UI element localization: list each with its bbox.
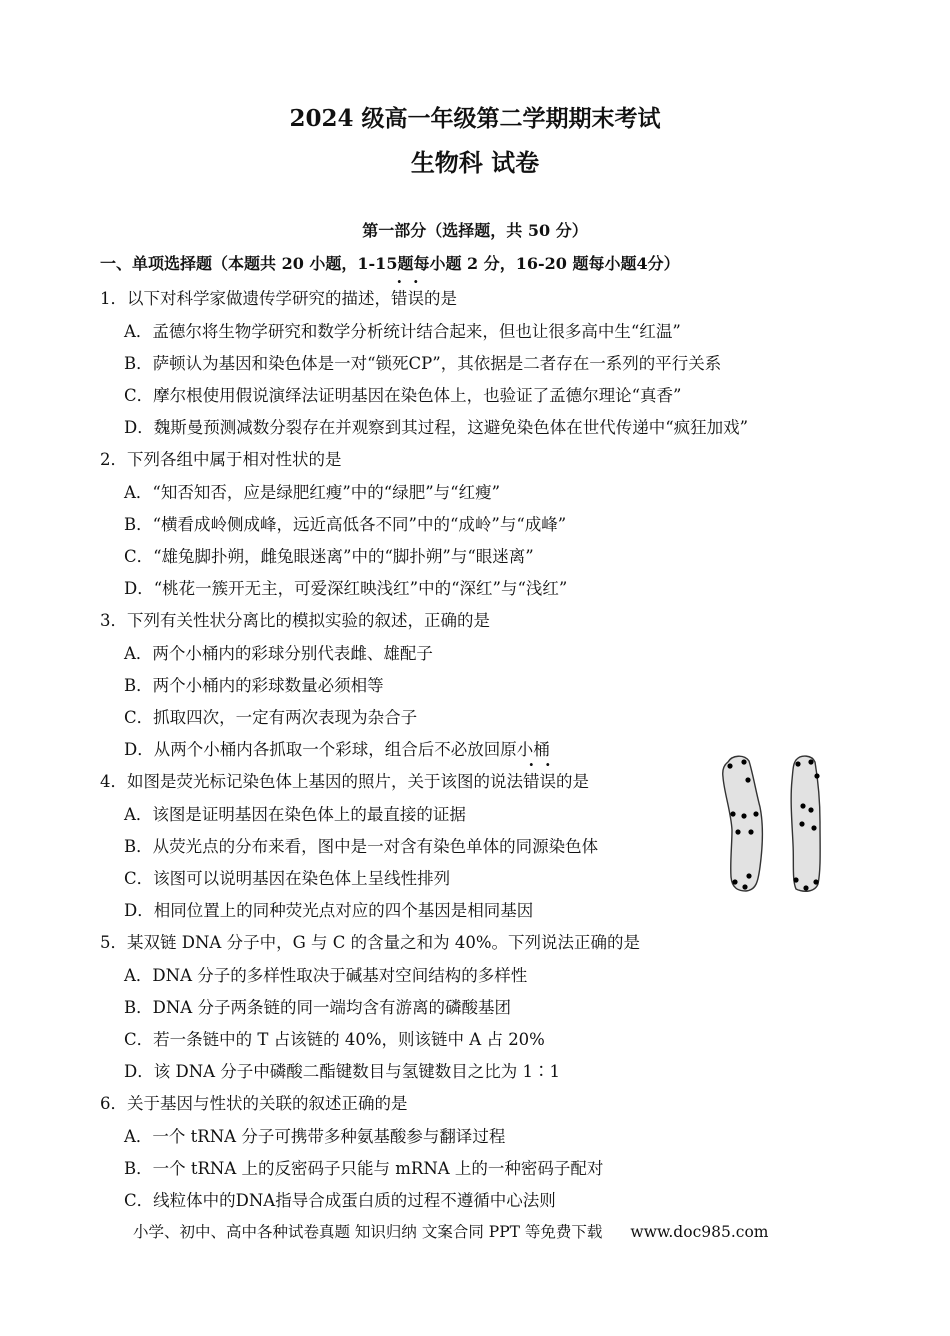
question-3-stem: 3．下列有关性状分离比的模拟实验的叙述，正确的是 bbox=[100, 611, 490, 630]
question-5-option-a: A．DNA 分子的多样性取决于碱基对空间结构的多样性 bbox=[124, 966, 528, 985]
chromosome-left bbox=[723, 756, 763, 891]
question-4-option-c: C．该图可以说明基因在染色体上呈线性排列 bbox=[124, 869, 451, 888]
question-6-option-b: B．一个 tRNA 上的反密码子只能与 mRNA 上的一种密码子配对 bbox=[124, 1159, 604, 1178]
page-footer bbox=[133, 1220, 768, 1242]
question-2-option-b: B．“横看成岭侧成峰，远近高低各不同”中的“成岭”与“成峰” bbox=[124, 515, 567, 534]
question-4-option-b: B．从荧光点的分布来看，图中是一对含有染色单体的同源染色体 bbox=[124, 837, 599, 856]
question-2-option-c: C．“雄兔脚扑朔，雌兔眼迷离”中的“脚扑朔”与“眼迷离” bbox=[124, 547, 534, 566]
question-4-option-d: D．相同位置上的同种荧光点对应的四个基因是相同基因 bbox=[124, 901, 534, 920]
question-5-stem: 5．某双链 DNA 分子中，G 与 C 的含量之和为 40%。下列说法正确的是 bbox=[100, 933, 641, 952]
question-1-option-d: D．魏斯曼预测减数分裂存在并观察到其过程，这避免染色体在世代传递中“疯狂加戏” bbox=[124, 418, 749, 437]
section-heading: 一、单项选择题（本题共 20 小题，1-15题每小题 2 分，16-20 题每小题4分） bbox=[100, 254, 680, 273]
chromosome-figure bbox=[716, 752, 828, 897]
question-3-option-d: D．从两个小桶内各抓取一个彩球，组合后不必放回原小桶 bbox=[124, 740, 550, 759]
exam-subtitle: 生物科 试卷 bbox=[410, 148, 540, 177]
footer-url-link[interactable]: www.doc985.com bbox=[630, 1223, 769, 1241]
question-5-option-c: C．若一条链中的 T 占该链的 40%，则该链中 A 占 20% bbox=[124, 1030, 545, 1049]
question-1-option-c: C．摩尔根使用假说演绎法证明基因在染色体上，也验证了孟德尔理论“真香” bbox=[124, 386, 682, 405]
footer-text: 小学、初中、高中各种试卷真题 知识归纳 文案合同 PPT 等免费下载 bbox=[133, 1223, 603, 1241]
question-6-stem: 6．关于基因与性状的关联的叙述正确的是 bbox=[100, 1094, 408, 1113]
part-heading: 第一部分（选择题，共 50 分） bbox=[362, 221, 588, 240]
question-4-option-a: A．该图是证明基因在染色体上的最直接的证据 bbox=[124, 805, 466, 824]
question-1-stem: 1．以下对科学家做遗传学研究的描述，错误的是 bbox=[100, 285, 457, 309]
exam-title: 2024 级高一年级第二学期期末考试 bbox=[289, 105, 661, 132]
question-5-option-b: B．DNA 分子两条链的同一端均含有游离的磷酸基团 bbox=[124, 998, 511, 1017]
emphasis-char: 错 bbox=[391, 289, 408, 308]
emphasis-char: 误 bbox=[539, 772, 556, 791]
question-6-option-a: A．一个 tRNA 分子可携带多种氨基酸参与翻译过程 bbox=[124, 1127, 506, 1146]
question-1-option-a: A．孟德尔将生物学研究和数学分析统计结合起来，但也让很多高中生“红温” bbox=[124, 322, 681, 341]
question-3-option-c: C．抓取四次，一定有两次表现为杂合子 bbox=[124, 708, 418, 727]
emphasis-char: 误 bbox=[407, 289, 424, 308]
question-2-stem: 2．下列各组中属于相对性状的是 bbox=[100, 450, 342, 469]
question-3-option-a: A．两个小桶内的彩球分别代表雌、雄配子 bbox=[124, 644, 433, 663]
question-4-stem: 4．如图是荧光标记染色体上基因的照片，关于该图的说法错误的是 bbox=[100, 768, 589, 792]
question-5-option-d: D．该 DNA 分子中磷酸二酯键数目与氢键数目之比为 1∶1 bbox=[124, 1062, 561, 1081]
question-2-option-a: A．“知否知否，应是绿肥红瘦”中的“绿肥”与“红瘦” bbox=[124, 483, 501, 502]
question-6-option-c: C．线粒体中的DNA指导合成蛋白质的过程不遵循中心法则 bbox=[124, 1191, 556, 1210]
question-2-option-d: D．“桃花一簇开无主，可爱深红映浅红”中的“深红”与“浅红” bbox=[124, 579, 568, 598]
question-3-option-b: B．两个小桶内的彩球数量必须相等 bbox=[124, 676, 384, 695]
question-1-option-b: B．萨顿认为基因和染色体是一对“锁死CP”，其依据是二者存在一系列的平行关系 bbox=[124, 354, 722, 373]
emphasis-char: 错 bbox=[523, 772, 540, 791]
